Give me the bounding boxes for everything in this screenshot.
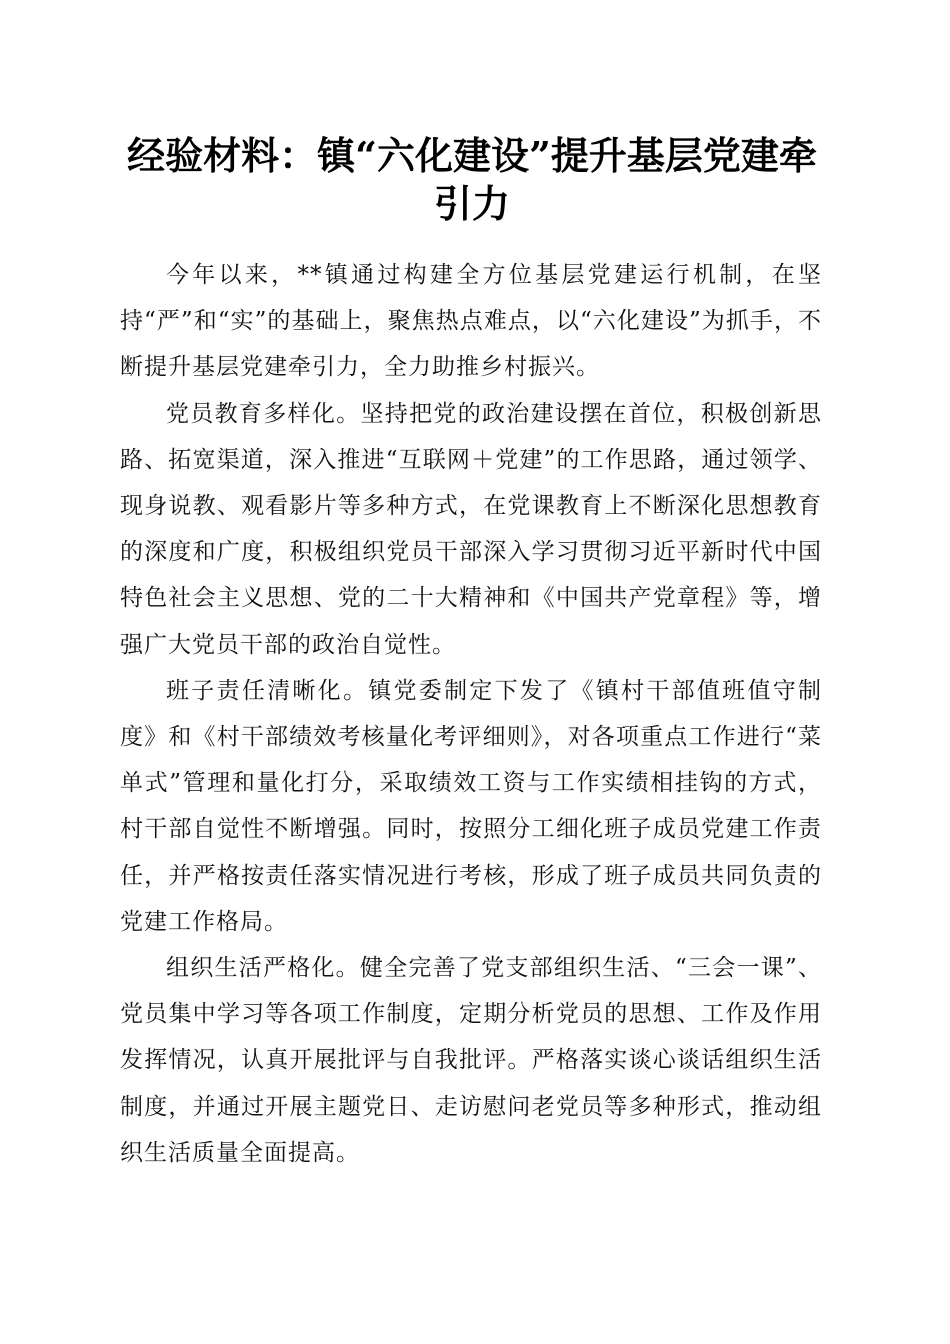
document-title: 经验材料：镇“六化建设”提升基层党建牵引力 [127,133,817,226]
paragraph-education: 党员教育多样化。坚持把党的政治建设摆在首位，积极创新思路、拓宽渠道，深入推进“互联网＋党建”的工作思路，通过领学、现身说教、观看影片等多种方式，在党课教育上不断深化思想教育的深度和广度，积极组织党员干部深入学习贯彻习近平新时代中国特色社会主义思想、党的二十大精神和《中国共产党章程》等，增强广大党员干部的政治自觉性。 [120,400,822,658]
paragraph-intro: 今年以来，**镇通过构建全方位基层党建运行机制，在坚持“严”和“实”的基础上，聚焦热点难点，以“六化建设”为抓手，不断提升基层党建牵引力，全力助推乡村振兴。 [120,262,822,381]
paragraph-responsibility: 班子责任清晰化。镇党委制定下发了《镇村干部值班值守制度》和《村干部绩效考核量化考评细则》，对各项重点工作进行“菜单式”管理和量化打分，采取绩效工资与工作实绩相挂钩的方式，村干部自觉性不断增强。同时，按照分工细化班子成员党建工作责任，并严格按责任落实情况进行考核，形成了班子成员共同负责的党建工作格局。 [120,677,822,935]
paragraph-organization-life: 组织生活严格化。健全完善了党支部组织生活、“三会一课”、党员集中学习等各项工作制度，定期分析党员的思想、工作及作用发挥情况，认真开展批评与自我批评。严格落实谈心谈话组织生活制度，并通过开展主题党日、走访慰问老党员等多种形式，推动组织生活质量全面提高。 [120,955,822,1166]
document-body [120,252,822,1176]
